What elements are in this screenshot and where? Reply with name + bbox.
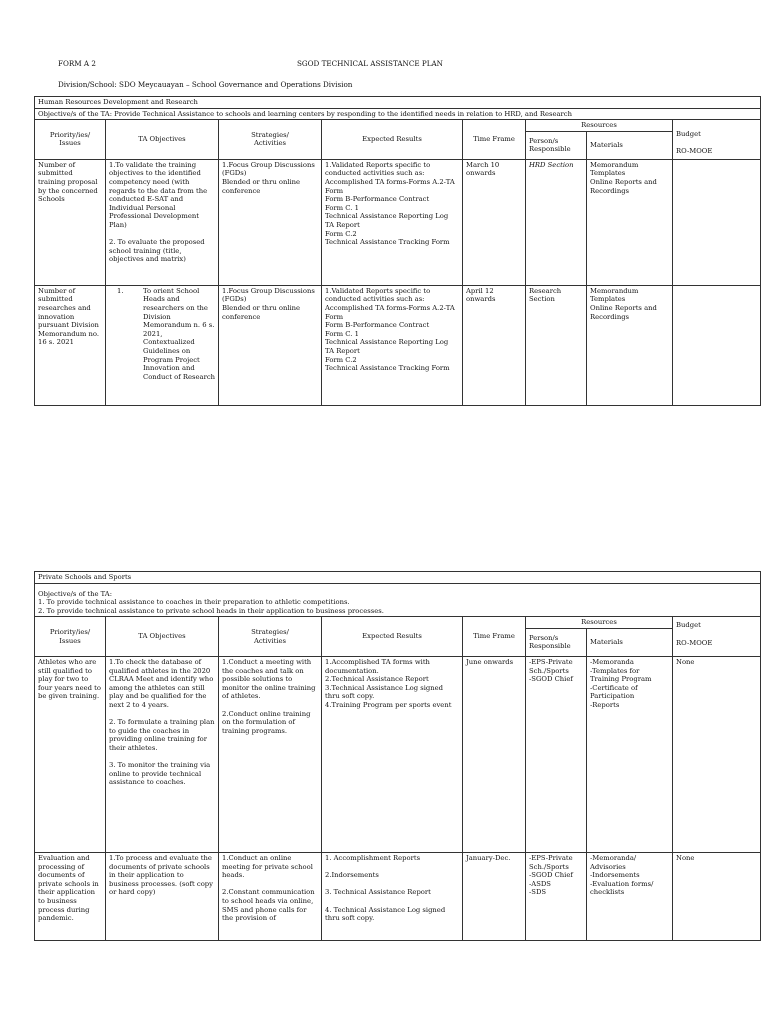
ta-objectives-cell: 1.To check the database of qualified athletes in the 2020 CLRAA Meet and identify who among the athletes can still play and be qualified for the next 2 to 4 years. 2. To formulate a training plan to guide the coaches in providing online training for their athletes. 3. To monitor the training via online to provide technical assistance to coaches.	[106, 656, 219, 852]
budget-cell: None	[673, 852, 761, 940]
table-row	[35, 285, 761, 405]
col-budget: Budget RO-MOOE	[673, 617, 761, 657]
col-expected-results: Expected Results	[322, 617, 463, 657]
person-cell: -EPS-Private Sch./Sports -SGOD Chief	[526, 656, 587, 852]
table-row	[35, 852, 761, 940]
list-number: 1.	[117, 286, 124, 295]
priority-cell: Athletes who are still qualified to play for two to four years need to be given training.	[35, 656, 106, 852]
ta-objectives-cell	[106, 285, 219, 405]
ta-objectives-cell: 1.To validate the training objectives to the identified competency need (with regards to the data from the conducted E-SAT and Individual Personal Professional Development Plan) 2. To evaluate the proposed school training (title, objectives and matrix)	[106, 159, 219, 285]
col-resources: Resources	[526, 120, 673, 132]
strategies-cell: 1.Focus Group Discussions (FGDs) Blended or thru online conference	[219, 159, 322, 285]
priority-cell: Evaluation and processing of documents of private schools in their application to business process during pandemic.	[35, 852, 106, 940]
section-objective: Objective/s of the TA: 1. To provide technical assistance to coaches in their preparation to athletic competitions. 2. To provide technical assistance to private school heads in their application to business processes.	[35, 583, 761, 617]
col-resources: Resources	[526, 617, 673, 629]
time-frame-cell: June onwards	[463, 656, 526, 852]
col-ta-objectives: TA Objectives	[106, 617, 219, 657]
list-text: To orient School Heads and researchers on the Division Memorandum n. 6 s. 2021, Contextualized Guidelines on Program Project Innovation and Conduct of Research	[143, 286, 216, 381]
materials-cell: -Memoranda -Templates for Training Program -Certificate of Participation -Reports	[587, 656, 673, 852]
private-schools-sports-table	[34, 571, 761, 941]
col-priority: Priority/ies/ Issues	[35, 617, 106, 657]
division-line: Division/School: SDO Meycauayan – School Governance and Operations Division	[58, 80, 353, 89]
priority-cell: Number of submitted researches and innovation pursuant Division Memorandum no. 16 s. 2021	[35, 285, 106, 405]
materials-cell: Memorandum Templates Online Reports and Recordings	[587, 285, 673, 405]
col-strategies: Strategies/ Activities	[219, 617, 322, 657]
document-title: SGOD TECHNICAL ASSISTANCE PLAN	[297, 59, 443, 68]
col-ta-objectives: TA Objectives	[106, 120, 219, 160]
expected-results-cell: 1.Validated Reports specific to conducted activities such as: Accomplished TA forms-Forms A.2-TA Form Form B-Performance Contract Form C. 1 Technical Assistance Reporting Log TA Report Form C.2 Technical Assistance Tracking Form	[322, 159, 463, 285]
col-time-frame: Time Frame	[463, 617, 526, 657]
strategies-cell: 1.Conduct an online meeting for private school heads. 2.Constant communication to school heads via online, SMS and phone calls for the provision of	[219, 852, 322, 940]
ta-objectives-cell: 1.To process and evaluate the documents of private schools in their application to business processes. (soft copy or hard copy)	[106, 852, 219, 940]
col-budget: Budget RO-MOOE	[673, 120, 761, 160]
col-time-frame: Time Frame	[463, 120, 526, 160]
section-title: Private Schools and Sports	[35, 572, 761, 584]
col-strategies: Strategies/ Activities	[219, 120, 322, 160]
time-frame-cell: April 12 onwards	[463, 285, 526, 405]
col-person: Person/s Responsible	[526, 628, 587, 656]
table-row	[35, 656, 761, 852]
expected-results-cell: 1. Accomplishment Reports 2.Indorsements 3. Technical Assistance Report 4. Technical Assistance Log signed thru soft copy.	[322, 852, 463, 940]
budget-cell: None	[673, 656, 761, 852]
time-frame-cell: January-Dec.	[463, 852, 526, 940]
col-person: Person/s Responsible	[526, 131, 587, 159]
expected-results-cell: 1.Accomplished TA forms with documentation. 2.Technical Assistance Report 3.Technical Assistance Log signed thru soft copy. 4.Training Program per sports event	[322, 656, 463, 852]
col-materials: Materials	[587, 131, 673, 159]
col-expected-results: Expected Results	[322, 120, 463, 160]
materials-cell: -Memoranda/ Advisories -Indorsements -Evaluation forms/ checklists	[587, 852, 673, 940]
priority-cell: Number of submitted training proposal by the concerned Schools	[35, 159, 106, 285]
materials-cell: Memorandum Templates Online Reports and Recordings	[587, 159, 673, 285]
person-cell: -EPS-Private Sch./Sports -SGOD Chief -ASDS -SDS	[526, 852, 587, 940]
form-label: FORM A 2	[58, 59, 96, 68]
person-cell: HRD Section	[526, 159, 587, 285]
col-priority: Priority/ies/ Issues	[35, 120, 106, 160]
col-materials: Materials	[587, 628, 673, 656]
section-objective: Objective/s of the TA: Provide Technical Assistance to schools and learning centers by responding to the identified needs in relation to HRD, and Research	[35, 108, 761, 120]
table-row	[35, 159, 761, 285]
budget-cell	[673, 159, 761, 285]
strategies-cell: 1.Conduct a meeting with the coaches and talk on possible solutions to monitor the online training of athletes. 2.Conduct online training on the formulation of training programs.	[219, 656, 322, 852]
person-cell: Research Section	[526, 285, 587, 405]
strategies-cell: 1.Focus Group Discussions (FGDs) Blended or thru online conference	[219, 285, 322, 405]
hrd-research-table	[34, 96, 761, 406]
budget-cell	[673, 285, 761, 405]
expected-results-cell: 1.Validated Reports specific to conducted activities such as: Accomplished TA forms-Forms A.2-TA Form Form B-Performance Contract Form C. 1 Technical Assistance Reporting Log TA Report Form C.2 Technical Assistance Tracking Form	[322, 285, 463, 405]
time-frame-cell: March 10 onwards	[463, 159, 526, 285]
section-title: Human Resources Development and Research	[35, 97, 761, 109]
